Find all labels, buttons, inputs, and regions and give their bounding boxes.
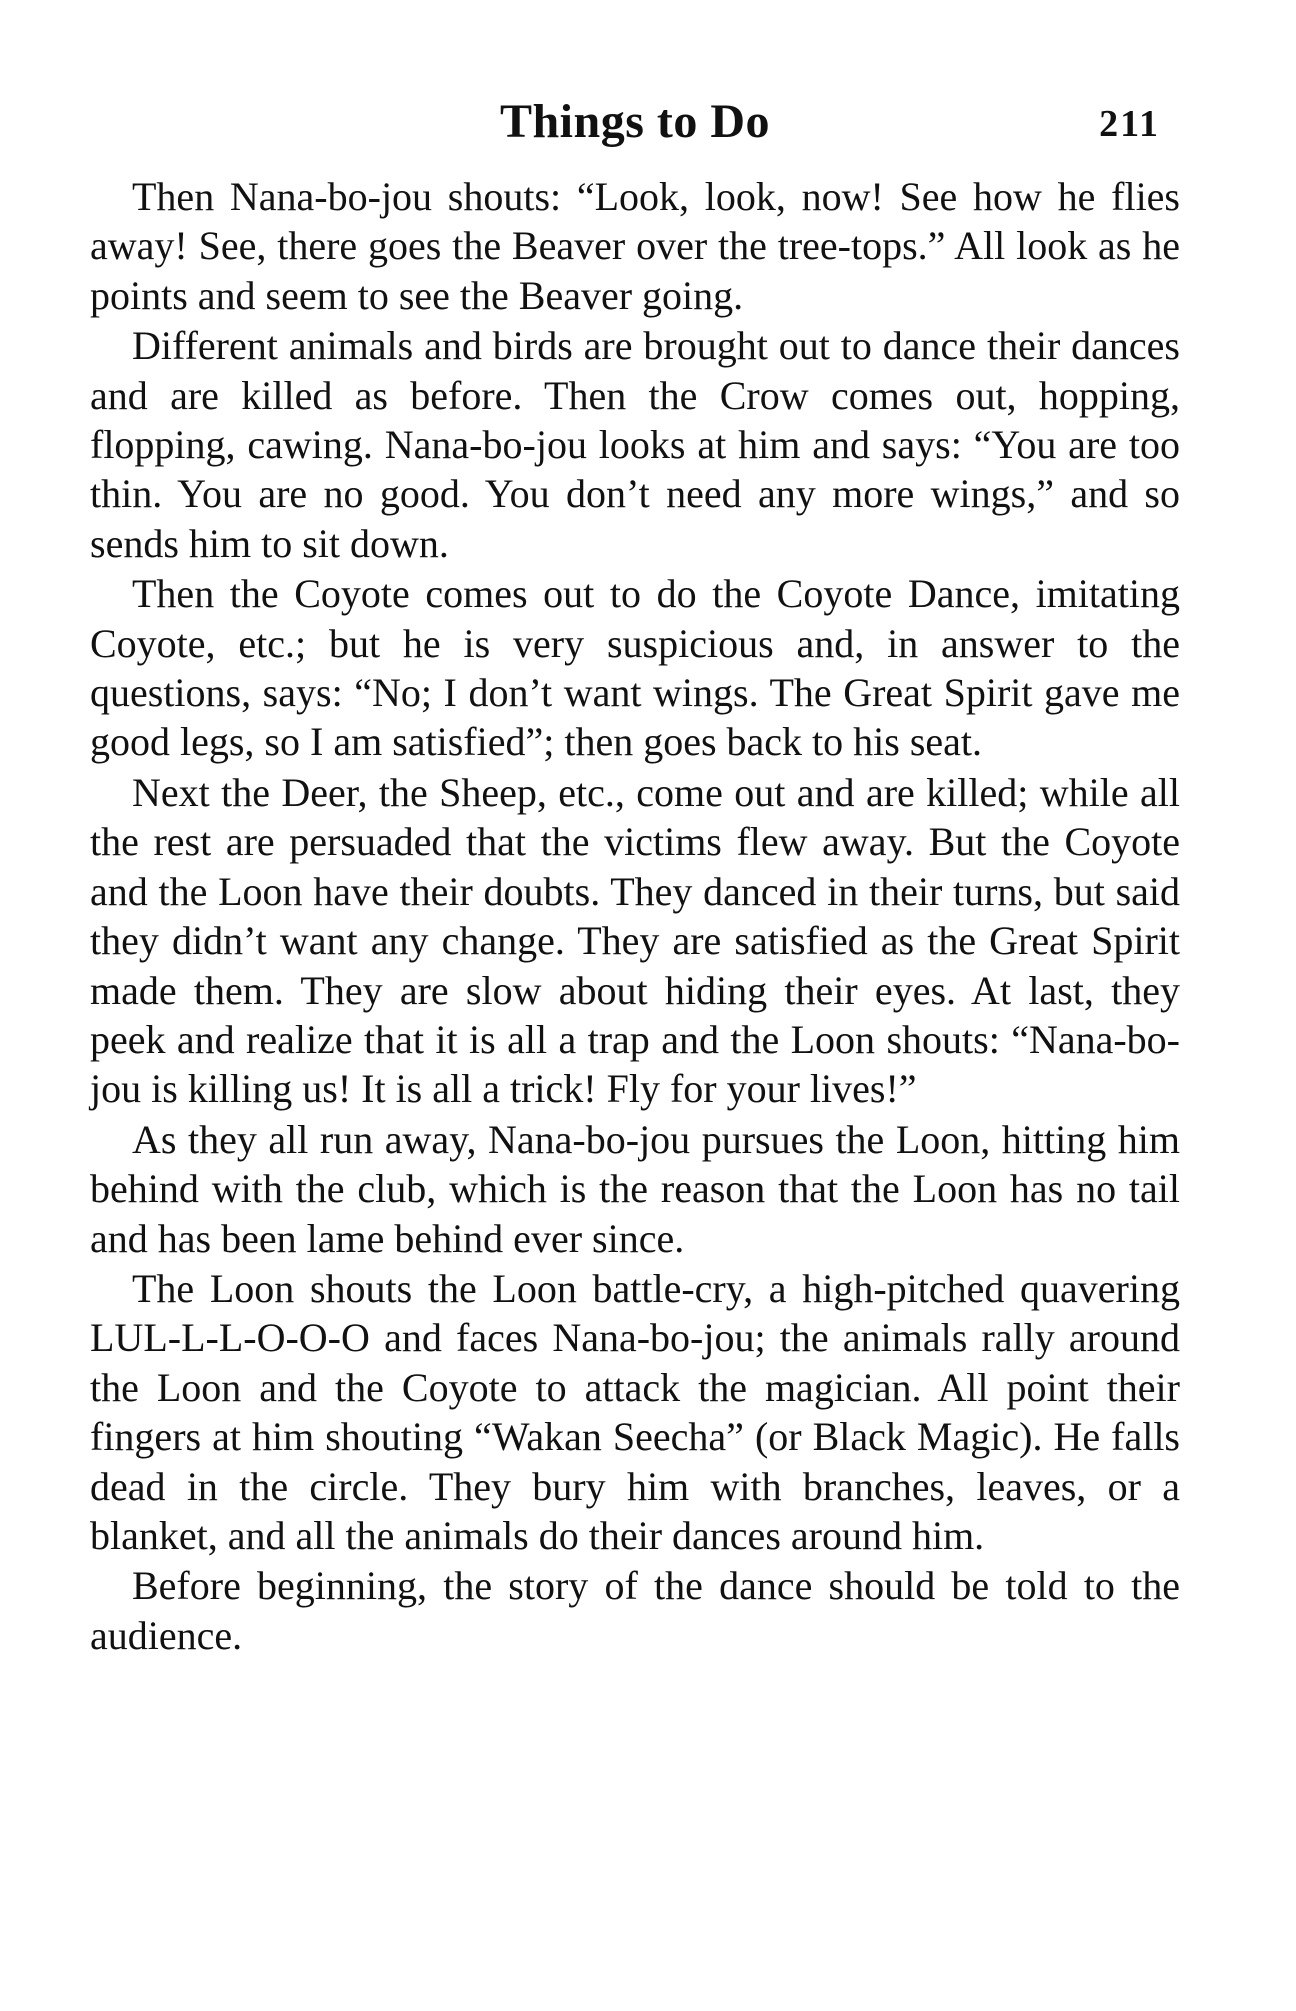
paragraph-2: Different animals and birds are brought out to dance their dances and are killed as before. Then the Crow comes out, hopping, flopping, cawing. Nana-bo-jou looks at him and says: “You are too thin. You are no good. You don’t need any more wings,” and so sends him to sit down. bbox=[90, 323, 1180, 566]
book-page bbox=[90, 84, 1180, 1661]
paragraph-3: Then the Coyote comes out to do the Coyote Dance, imitating Coyote, etc.; but he is very suspicious and, in answer to the questions, says: “No; I don’t want wings. The Great Spirit gave me good legs, so I am satisfied”; then goes back to his seat. bbox=[90, 571, 1180, 765]
paragraph-7: Before beginning, the story of the dance should be told to the audience. bbox=[90, 1563, 1180, 1658]
paragraph-6: The Loon shouts the Loon battle-cry, a high-pitched quavering LUL-L-L-O-O-O and faces Nana-bo-jou; the animals rally around the Loon and the Coyote to attack the magician. All point their fingers at him shouting “Wakan Seecha” (or Black Magic). He falls dead in the circle. They bury him with branches, leaves, or a blanket, and all the animals do their dances around him. bbox=[90, 1265, 1180, 1558]
running-head bbox=[90, 84, 1180, 154]
body-text bbox=[90, 172, 1180, 1660]
paragraph-5: As they all run away, Nana-bo-jou pursues the Loon, hitting him behind with the club, which is the reason that the Loon has no tail and has been lame behind ever since. bbox=[90, 1116, 1180, 1261]
page-title: Things to Do bbox=[499, 95, 771, 148]
paragraph-1: Then Nana-bo-jou shouts: “Look, look, now! See how he flies away! See, there goes the Beaver over the tree-tops.” All look as he points and seem to see the Beaver going. bbox=[90, 174, 1180, 318]
page-number: 211 bbox=[1099, 103, 1160, 145]
paragraph-4: Next the Deer, the Sheep, etc., come out and are killed; while all the rest are persuaded that the victims flew away. But the Coyote and the Loon have their doubts. They danced in their turns, but said they didn’t want any change. They are satisfied as the Great Spirit made them. They are slow about hiding their eyes. At last, they peek and realize that it is all a trap and the Loon shouts: “Nana-bo-jou is killing us! It is all a trick! Fly for your lives!” bbox=[90, 769, 1180, 1112]
